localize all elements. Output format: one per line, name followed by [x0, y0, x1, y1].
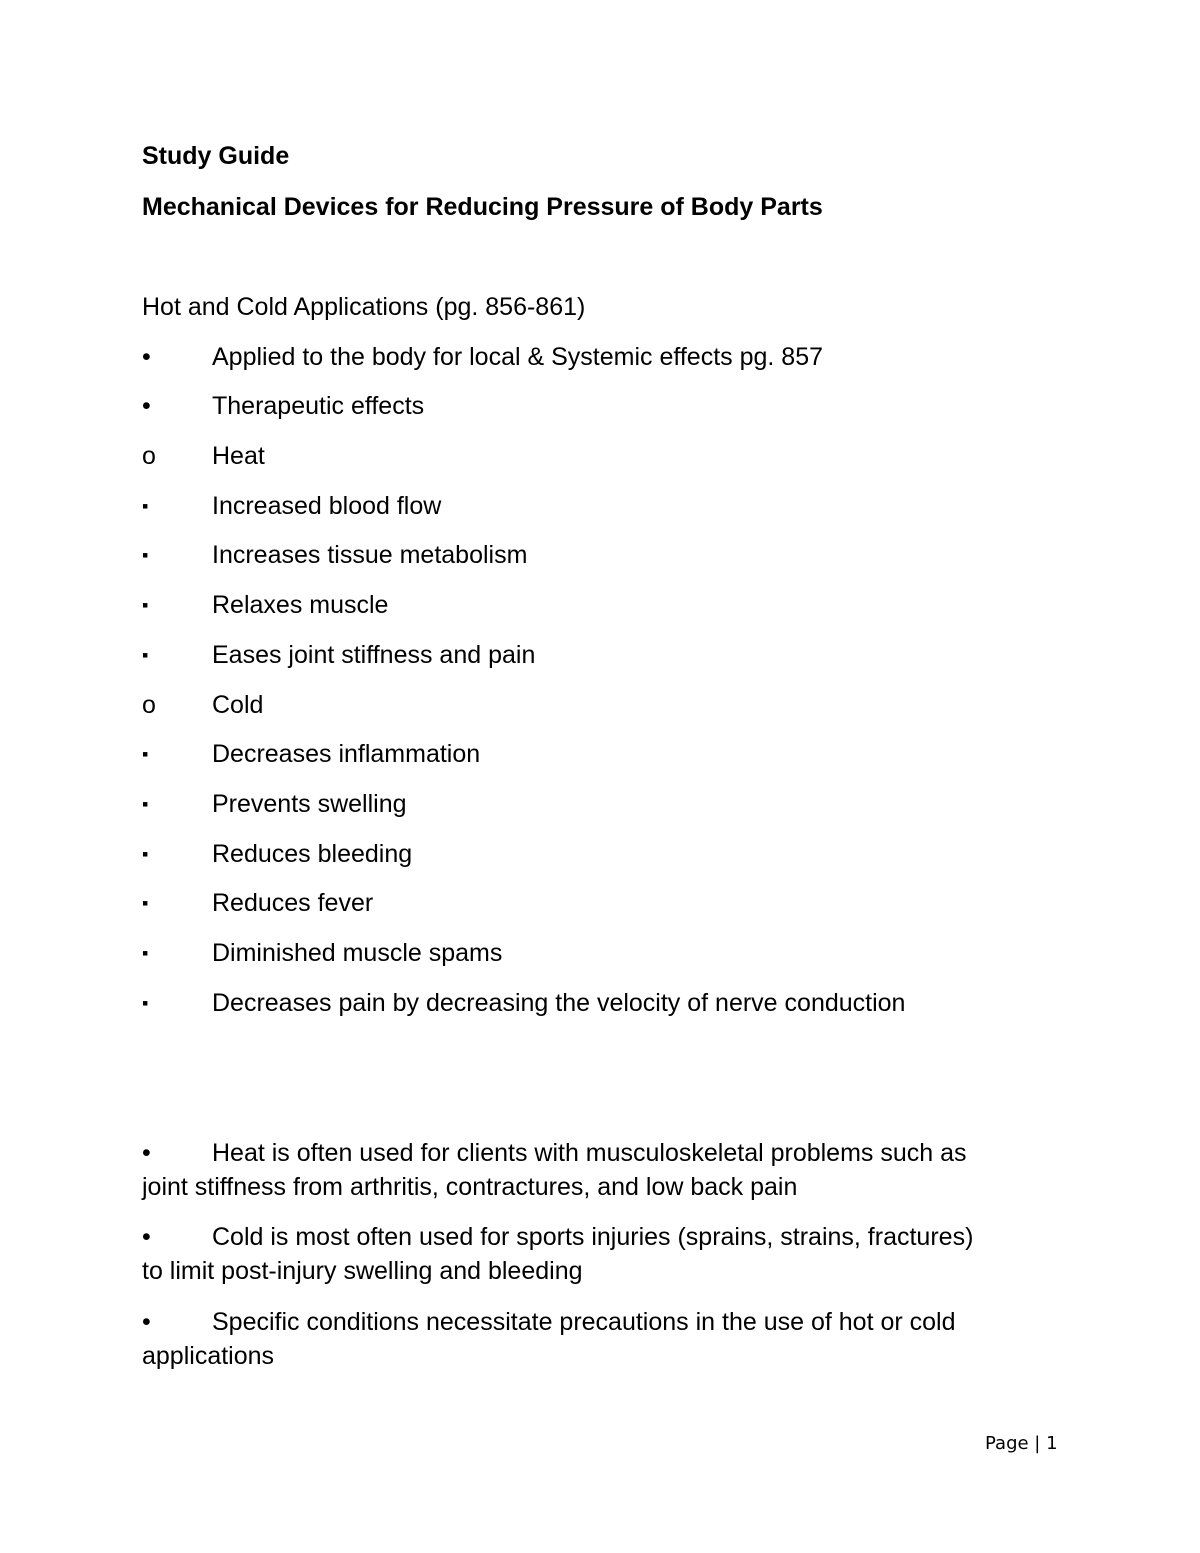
bullet-marker: ▪ [142, 844, 149, 864]
bullet-marker: o [142, 442, 156, 470]
paragraph [142, 1136, 1062, 1204]
list-item-text: Diminished muscle spams [212, 939, 503, 967]
bullet-marker: ▪ [142, 595, 149, 615]
bullet-marker: ▪ [142, 496, 149, 516]
bullet-marker: ▪ [142, 893, 149, 913]
bullet-marker: ▪ [142, 993, 149, 1013]
paragraph [142, 1220, 1062, 1288]
bullet-marker: • [142, 1223, 151, 1251]
list-item-text: Reduces bleeding [212, 840, 413, 868]
bullet-marker: • [142, 1308, 151, 1336]
list-item-text: Increases tissue metabolism [212, 541, 528, 569]
list-item-text: Eases joint stiffness and pain [212, 641, 536, 669]
paragraph [142, 1305, 1062, 1373]
section-heading: Hot and Cold Applications (pg. 856-861) [142, 293, 586, 321]
paragraph-line [142, 1220, 1062, 1254]
list-item-text: Decreases inflammation [212, 740, 481, 768]
list-item-text: Reduces fever [212, 889, 374, 917]
paragraph-line [142, 1136, 1062, 1170]
list-item-text: Decreases pain by decreasing the velocity of nerve conduction [212, 989, 906, 1017]
list-item-text: Prevents swelling [212, 790, 407, 818]
paragraph-line: applications [142, 1342, 275, 1370]
bullet-marker: ▪ [142, 943, 149, 963]
bullet-marker: • [142, 343, 151, 371]
bullet-marker: ▪ [142, 744, 149, 764]
paragraph-text: Heat is often used for clients with musculoskeletal problems such as [212, 1139, 967, 1167]
bullet-marker: • [142, 392, 151, 420]
bullet-marker: ▪ [142, 794, 149, 814]
bullet-marker: o [142, 691, 156, 719]
page-number-footer: Page | 1 [985, 1433, 1058, 1454]
list-item-text: Relaxes muscle [212, 591, 389, 619]
document-subtitle: Mechanical Devices for Reducing Pressure of Body Parts [142, 193, 823, 221]
list-item-text: Therapeutic effects [212, 392, 425, 420]
list-item-text: Applied to the body for local & Systemic effects pg. 857 [212, 343, 823, 371]
list-item-text: Increased blood flow [212, 492, 442, 520]
bullet-marker: ▪ [142, 645, 149, 665]
list-item-text: Cold [212, 691, 264, 719]
bullet-marker: • [142, 1139, 151, 1167]
list-item-text: Heat [212, 442, 265, 470]
paragraph-line: to limit post-injury swelling and bleeding [142, 1257, 583, 1285]
bullet-marker: ▪ [142, 545, 149, 565]
paragraph-text: Cold is most often used for sports injuries (sprains, strains, fractures) [212, 1223, 974, 1251]
paragraph-text: Specific conditions necessitate precautions in the use of hot or cold [212, 1308, 956, 1336]
document-title: Study Guide [142, 142, 290, 170]
paragraph-line: joint stiffness from arthritis, contractures, and low back pain [142, 1173, 798, 1201]
paragraph-line [142, 1305, 1062, 1339]
